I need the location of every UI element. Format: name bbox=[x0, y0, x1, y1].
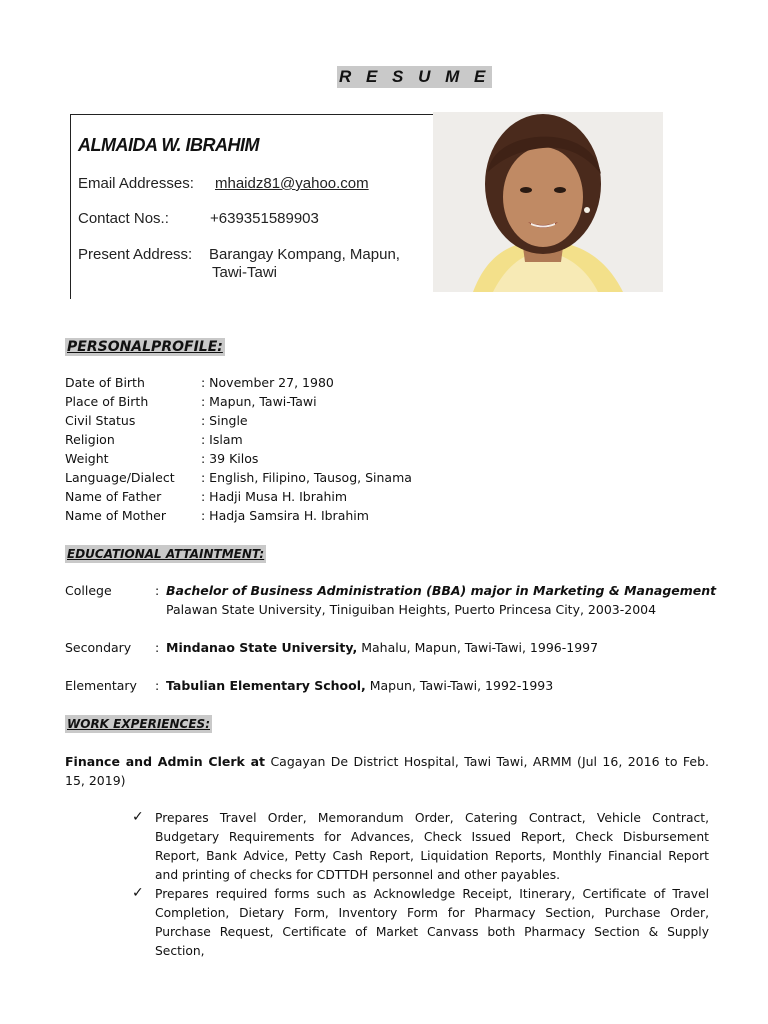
profile-label: Weight bbox=[65, 451, 109, 466]
profile-label: Language/Dialect bbox=[65, 470, 175, 485]
profile-label: Civil Status bbox=[65, 413, 136, 428]
profile-label: Date of Birth bbox=[65, 375, 145, 390]
work-heading: WORK EXPERIENCES: bbox=[67, 717, 210, 731]
elementary-details: Mapun, Tawi-Tawi, 1992-1993 bbox=[365, 678, 554, 693]
profile-value: : Hadja Samsira H. Ibrahim bbox=[201, 508, 369, 523]
profile-label: Place of Birth bbox=[65, 394, 149, 409]
profile-row bbox=[65, 449, 665, 468]
job-title: Finance and Admin Clerk at bbox=[65, 754, 266, 769]
college-colon: : bbox=[155, 583, 160, 598]
college-school: Palawan State University, Tiniguiban Heights, Puerto Princesa City, 2003-2004 bbox=[166, 602, 657, 617]
elementary-label: Elementary bbox=[65, 678, 137, 693]
resume-title: R E S U M E bbox=[339, 67, 491, 86]
duty-bullet: Prepares required forms such as Acknowledge Receipt, Itinerary, Certificate of Travel Completion, Dietary Form, Inventory Form for Pharmacy Section, Purchase Order, Purchase Request, Certificate of Market Canvass both Pharmacy Section & Supply Section, bbox=[155, 887, 709, 958]
education-secondary bbox=[65, 638, 725, 658]
portrait-photo bbox=[433, 112, 663, 292]
elementary-colon: : bbox=[155, 678, 160, 693]
check-icon: ✓ bbox=[132, 809, 144, 825]
profile-value: : Single bbox=[201, 413, 248, 428]
applicant-name: ALMAIDA W. IBRAHIM bbox=[78, 135, 259, 155]
secondary-school: Mindanao State University, bbox=[166, 640, 358, 655]
education-elementary bbox=[65, 676, 725, 696]
email-label: Email Addresses: bbox=[78, 175, 194, 192]
profile-value: : November 27, 1980 bbox=[201, 375, 334, 390]
profile-row bbox=[65, 506, 665, 525]
profile-value: : 39 Kilos bbox=[201, 451, 259, 466]
job-entry bbox=[65, 752, 713, 790]
address-label: Present Address: bbox=[78, 246, 193, 263]
profile-label: Name of Father bbox=[65, 489, 162, 504]
portrait-photo-icon bbox=[433, 112, 663, 292]
email-link[interactable]: mhaidz81@yahoo.com bbox=[215, 175, 369, 192]
profile-value: : Islam bbox=[201, 432, 243, 447]
secondary-details: Mahalu, Mapun, Tawi-Tawi, 1996-1997 bbox=[357, 640, 599, 655]
profile-row bbox=[65, 487, 665, 506]
profile-row bbox=[65, 392, 665, 411]
profile-value: : English, Filipino, Tausog, Sinama bbox=[201, 470, 412, 485]
address-line-1: Barangay Kompang, Mapun, bbox=[209, 246, 400, 263]
contact-label: Contact Nos.: bbox=[78, 210, 169, 227]
elementary-school: Tabulian Elementary School, bbox=[166, 678, 366, 693]
college-degree: Bachelor of Business Administration (BBA) major in Marketing & Management bbox=[166, 583, 717, 598]
profile-label: Religion bbox=[65, 432, 115, 447]
profile-row bbox=[65, 411, 665, 430]
profile-row bbox=[65, 373, 665, 392]
secondary-label: Secondary bbox=[65, 640, 132, 655]
college-label: College bbox=[65, 583, 112, 598]
duty-bullet: Prepares Travel Order, Memorandum Order, Catering Contract, Vehicle Contract, Budgetary Requirements for Advances, Check Issued Report, Check Disbursement Report, Bank Advice, Petty Cash Report, Liquidation Reports, Monthly Financial Report and printing of checks for CDTTDH personnel and other payables. bbox=[155, 811, 709, 882]
profile-row bbox=[65, 430, 665, 449]
profile-value: : Hadji Musa H. Ibrahim bbox=[201, 489, 348, 504]
profile-value: : Mapun, Tawi-Tawi bbox=[201, 394, 317, 409]
profile-row bbox=[65, 468, 665, 487]
job-details: Cagayan De District Hospital, Tawi Tawi, ARMM (Jul 16, 2016 to Feb. 15, 2019) bbox=[65, 754, 713, 788]
education-heading: EDUCATIONAL ATTAINTMENT: bbox=[67, 547, 265, 561]
address-line-2: Tawi-Tawi bbox=[212, 264, 278, 281]
secondary-colon: : bbox=[155, 640, 160, 655]
contact-value: +639351589903 bbox=[210, 210, 319, 227]
education-college bbox=[65, 581, 725, 621]
check-icon: ✓ bbox=[132, 885, 144, 901]
profile-label: Name of Mother bbox=[65, 508, 166, 523]
personal-profile-heading: PERSONALPROFILE: bbox=[67, 339, 223, 355]
